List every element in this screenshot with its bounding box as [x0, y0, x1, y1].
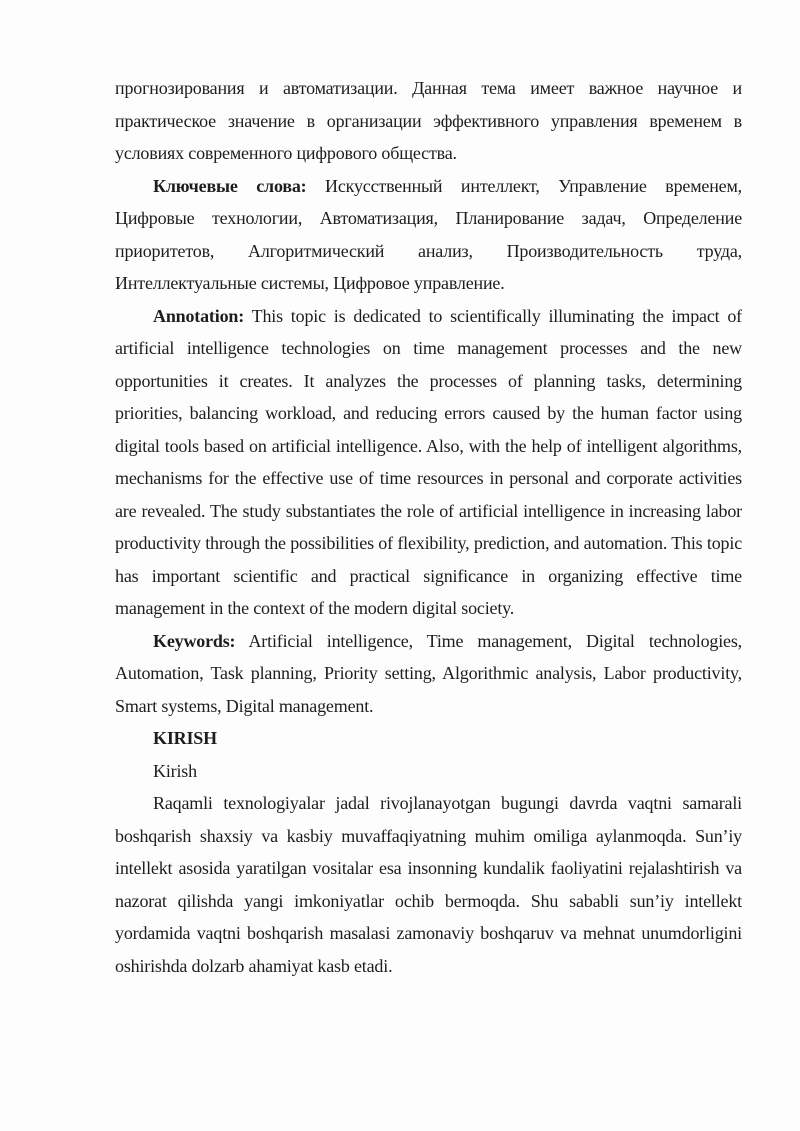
paragraph-kirish-subheading: [115, 755, 742, 788]
paragraph-text: прогнозирования и автоматизации. Данная тема имеет важное научное и практическое значение в организации эффективного управления временем в условиях современного цифрового общества.: [115, 78, 742, 163]
heading-kirish: [115, 722, 742, 755]
kirish-heading-text: KIRISH: [153, 728, 217, 748]
paragraph-annotation-english: [115, 300, 742, 625]
paragraph-keywords-russian: [115, 170, 742, 300]
paragraph-text: Artificial intelligence, Time management, Digital technologies, Automation, Task planning, Priority setting, Algorithmic analysis, Labor productivity, Smart systems, Digital management.: [115, 630, 742, 716]
keywords-ru-label: Ключевые слова:: [153, 175, 307, 196]
paragraph-text: This topic is dedicated to scientifically illuminating the impact of artificial intelligence technologies on time management processes and the new opportunities it creates. It analyzes the processes of planning tasks, determining priorities, balancing workload, and reducing errors caused by the human factor using digital tools based on artificial intelligence. Also, with the help of intelligent algorithms, mechanisms for the effective use of time resources in personal and corporate activities are revealed. The study substantiates the role of artificial intelligence in increasing labor productivity through the possibilities of flexibility, prediction, and automation. This topic has important scientific and practical significance in organizing effective time management in the context of the modern digital society.: [115, 305, 742, 618]
keywords-en-label: Keywords:: [153, 630, 236, 651]
page-body-text: [115, 72, 742, 982]
annotation-label: Annotation:: [153, 305, 245, 326]
paragraph-keywords-english: [115, 625, 742, 723]
paragraph-text: Kirish: [153, 760, 197, 781]
paragraph-text: Искусственный интеллект, Управление временем, Цифровые технологии, Автоматизация, Планирование задач, Определение приоритетов, Алгоритмический анализ, Производительность труда, Интеллектуальные системы, Цифровое управление.: [115, 175, 743, 293]
paragraph-introduction-uzbek: [115, 787, 742, 982]
paragraph-russian-abstract-end: [115, 72, 742, 170]
paragraph-text: Raqamli texnologiyalar jadal rivojlanayotgan bugungi davrda vaqtni samarali boshqarish shaxsiy va kasbiy muvaffaqiyatning muhim omiliga aylanmoqda. Sun’iy intellekt asosida yaratilgan vositalar esa insonning kundalik faoliyatini rejalashtirish va nazorat qilishda yangi imkoniyatlar ochib bermoqda. Shu sababli sun’iy intellekt yordamida vaqtni boshqarish masalasi zamonaviy boshqaruv va mehnat unumdorligini oshirishda dolzarb ahamiyat kasb etadi.: [115, 793, 742, 976]
